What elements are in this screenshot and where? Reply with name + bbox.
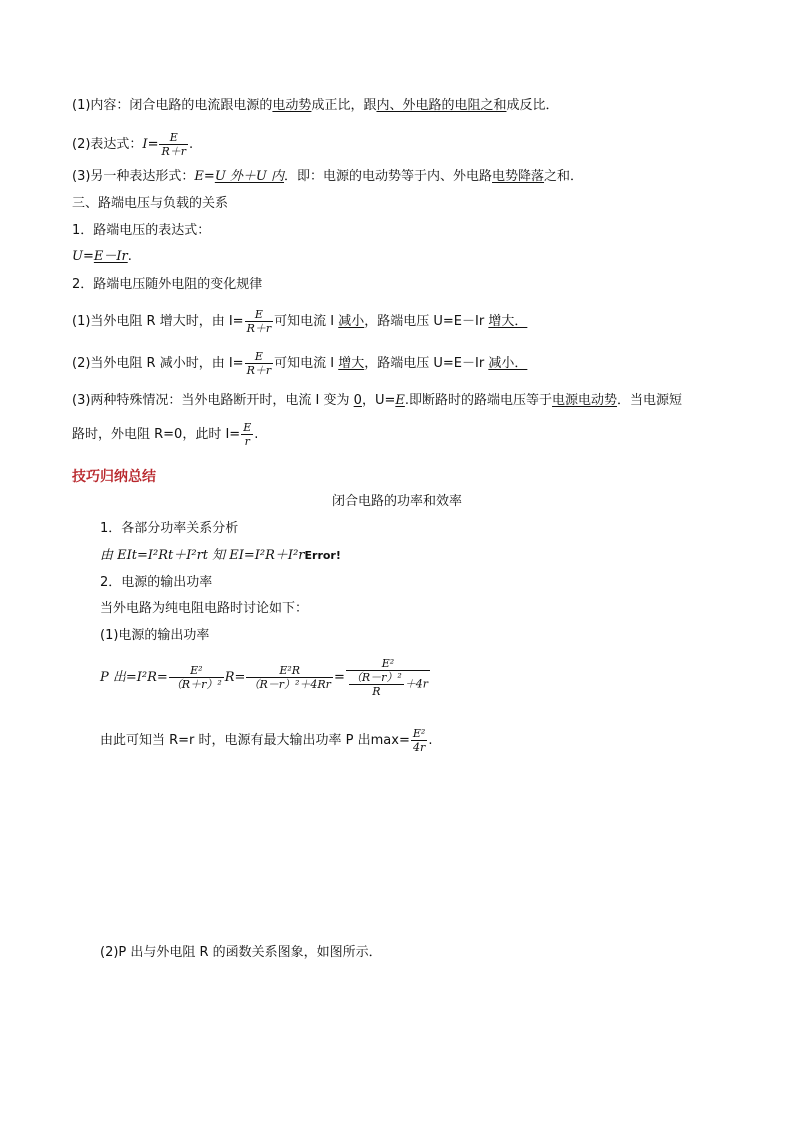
- underlined-answer: U 外＋U 内: [214, 169, 285, 184]
- text: ＋4r: [404, 677, 429, 691]
- underlined-answer: 增大．: [488, 314, 528, 329]
- denominator: R＋r: [161, 145, 187, 158]
- numerator: E²: [412, 727, 426, 740]
- text-line: 当外电路为纯电阻电路时讨论如下：: [100, 601, 309, 616]
- denominator: [346, 671, 430, 697]
- tips-heading: 技巧归纳总结: [72, 469, 156, 485]
- text: (3)另一种表达形式：: [72, 169, 195, 184]
- fraction: [411, 728, 427, 753]
- text: 路时，外电阻 R=0，此时 I=: [72, 427, 241, 442]
- text: R=: [224, 670, 246, 685]
- numerator: E: [245, 309, 274, 322]
- equals: =: [333, 670, 345, 685]
- equals: =: [147, 137, 159, 152]
- denominator: r: [244, 435, 250, 448]
- alt-expression-line: [72, 168, 583, 186]
- formula-line: [72, 248, 132, 266]
- fraction: [241, 422, 253, 447]
- var-u: U: [72, 249, 83, 264]
- underlined-answer: 0: [353, 393, 362, 408]
- graph-caption: (2)P 出与外电阻 R 的函数关系图象，如图所示．: [100, 945, 382, 960]
- text: ，路端电压 U=E－Ir: [364, 356, 489, 371]
- fraction: [246, 665, 333, 690]
- text: 可知电流 I: [274, 356, 339, 371]
- numerator: E²R: [246, 665, 333, 678]
- fraction: [245, 351, 274, 376]
- numerator: E²: [346, 658, 430, 671]
- text: 由此可知当 R=r 时，电源有最大输出功率 P 出max=: [100, 733, 410, 748]
- fraction: [245, 309, 274, 334]
- expression-line: [72, 130, 193, 160]
- numerator: E: [243, 421, 252, 434]
- text: (1)当外电阻 R 增大时，由 I=: [72, 314, 244, 329]
- text: 成正比，跟: [311, 98, 377, 113]
- fraction: [169, 665, 224, 690]
- text: 成反比．: [506, 98, 559, 113]
- underlined-answer: 电源电动势: [552, 393, 618, 408]
- special-case-line-2: [72, 418, 258, 452]
- var-e: E: [194, 169, 204, 184]
- section-heading: 三、路端电压与负载的关系: [72, 196, 229, 211]
- denominator: R＋r: [246, 364, 272, 377]
- output-power-formula: [100, 658, 431, 697]
- underlined-answer: 内、外电路的电阻之和: [376, 98, 507, 113]
- subheading: 1．路端电压的表达式：: [72, 223, 211, 238]
- denominator: 4r: [412, 741, 426, 754]
- text: =I²R=: [125, 670, 168, 685]
- text: 之和．: [544, 169, 584, 184]
- text: .: [127, 249, 132, 264]
- text: .即断路时的路端电压等于: [404, 393, 552, 408]
- text: 可知电流 I: [274, 314, 339, 329]
- subheading: 2．电源的输出功率: [100, 575, 213, 590]
- text: 由 EIt=I²Rt＋I²rt 知 EI=I²R＋I²r: [100, 548, 305, 563]
- text: ．当电源短: [617, 393, 683, 408]
- numerator: （R－r）²: [350, 671, 402, 684]
- subheading: (1)电源的输出功率: [100, 628, 210, 643]
- underlined-answer: 减小．: [488, 356, 528, 371]
- denominator: R: [372, 685, 381, 698]
- text: ．即：电源的电动势等于内、外电路: [284, 169, 493, 184]
- max-power-line: [100, 724, 432, 758]
- nested-fraction: [349, 672, 404, 697]
- numerator: E: [245, 351, 274, 364]
- var-i: I: [142, 137, 148, 152]
- rule-line: [72, 348, 527, 380]
- text: .: [254, 427, 259, 442]
- power-relation-line: [100, 547, 341, 565]
- underlined-answer: 电势降落: [492, 169, 545, 184]
- rule-line: [72, 306, 527, 338]
- fraction: [346, 658, 430, 697]
- fraction: [159, 132, 188, 157]
- denominator: R＋r: [246, 322, 272, 335]
- equals: =: [203, 169, 215, 184]
- subheading: 1．各部分功率关系分析: [100, 521, 239, 536]
- text: (2)当外电阻 R 减小时，由 I=: [72, 356, 244, 371]
- var-p-out: P 出: [100, 670, 126, 685]
- text: .: [189, 137, 194, 152]
- numerator: E²: [169, 665, 224, 678]
- underlined-answer: 电动势: [272, 98, 312, 113]
- subheading: 2．路端电压随外电阻的变化规律: [72, 277, 263, 292]
- text: .: [428, 733, 433, 748]
- text: (2)表达式：: [72, 137, 143, 152]
- text: (3)两种特殊情况：当外电路断开时，电流 I 变为: [72, 393, 354, 408]
- text: ，U=: [361, 393, 396, 408]
- denominator: （R＋r）²: [170, 678, 222, 691]
- underlined-answer: E: [395, 393, 405, 408]
- text: ，路端电压 U=E－Ir: [364, 314, 489, 329]
- denominator: （R－r）²＋4Rr: [248, 678, 331, 691]
- equals: =: [82, 249, 94, 264]
- error-text: Error!: [304, 549, 341, 562]
- tips-title: 闭合电路的功率和效率: [331, 494, 462, 509]
- content-line: [72, 97, 558, 115]
- underlined-answer: 减小: [338, 314, 365, 329]
- underlined-answer: E－Ir: [93, 249, 128, 264]
- special-case-line: [72, 392, 682, 410]
- underlined-answer: 增大: [338, 356, 365, 371]
- text: (1)内容：闭合电路的电流跟电源的: [72, 98, 273, 113]
- numerator: E: [159, 132, 188, 145]
